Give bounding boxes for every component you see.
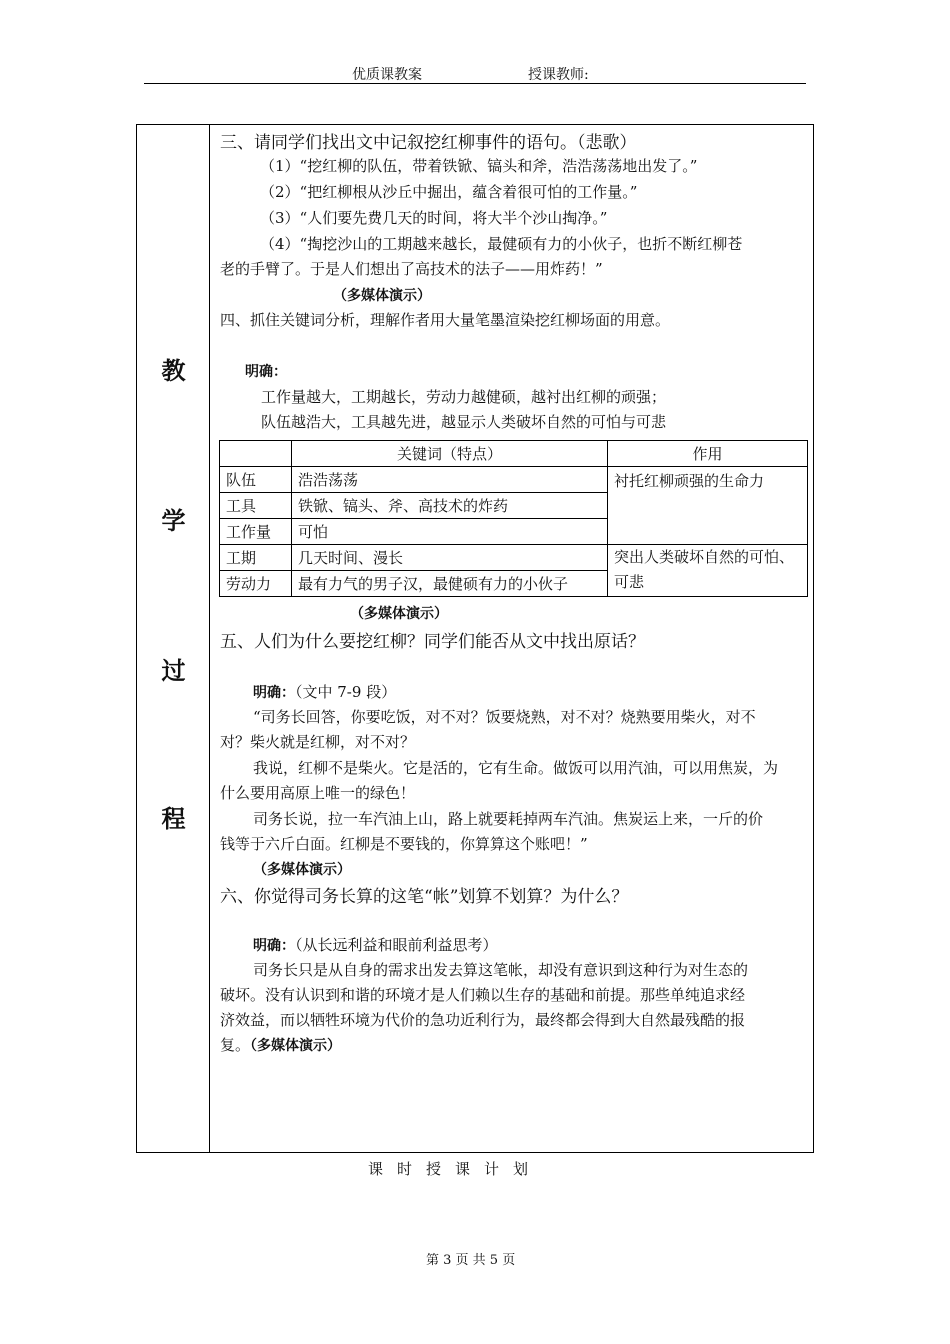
section-5-line: 什么要用高原上唯一的绿色！ <box>220 784 416 802</box>
effect-cell: 衬托红柳顽强的生命力 <box>608 467 808 545</box>
clarify-note: （文中 7-9 段） <box>295 683 397 701</box>
table-row <box>220 467 808 493</box>
row-label: 工具 <box>220 493 292 519</box>
clarify-label: 明确： <box>253 938 295 954</box>
row-keyword: 最有力气的男子汉，最健硕有力的小伙子 <box>292 571 608 597</box>
label-char-cheng: 程 <box>161 805 186 833</box>
effect-cell: 突出人类破坏自然的可怕、可悲 <box>608 545 808 597</box>
multimedia-note: （多媒体演示） <box>250 1038 342 1054</box>
multimedia-note: （多媒体演示） <box>350 606 448 622</box>
multimedia-note: （多媒体演示） <box>253 862 351 878</box>
clarify-label: 明确： <box>245 364 287 380</box>
section-6-line: 司务长只是从自身的需求出发去算这笔帐，却没有意识到这种行为对生态的 <box>253 961 749 979</box>
section-5-line: 司务长说，拉一车汽油上山，路上就要耗掉两车汽油。焦炭运上来，一斤的价 <box>253 810 764 828</box>
section-6-line: 济效益，而以牺牲环境为代价的急功近利行为，最终都会得到大自然最残酷的报 <box>220 1011 746 1029</box>
section-4-title: 四、抓住关键词分析，理解作者用大量笔墨渲染挖红柳场面的用意。 <box>220 311 671 329</box>
section-6-last-line <box>220 1034 341 1055</box>
plan-title: 课时授课计划 <box>368 1160 543 1178</box>
clarify-note: （从长远利益和眼前利益思考） <box>295 936 498 954</box>
row-keyword: 浩浩荡荡 <box>292 467 608 493</box>
section-3-title: 三、请同学们找出文中记叙挖红柳事件的语句。（悲歌） <box>220 133 637 153</box>
clarify-label: 明确： <box>253 685 295 701</box>
row-label: 工期 <box>220 545 292 571</box>
section-6-line: 复。 <box>220 1036 251 1054</box>
section-3-item: （2）“把红柳根从沙丘中掘出，蕴含着很可怕的工作量。” <box>260 183 638 201</box>
section-5-line: 钱等于六斤白面。红柳是不要钱的，你算算这个账吧！” <box>220 835 588 853</box>
section-5-line: “司务长回答，你要吃饭，对不对？饭要烧熟，对不对？烧熟要用柴火，对不 <box>253 708 756 726</box>
page-info: 第 3 页 共 5 页 <box>426 1253 516 1268</box>
row-keyword: 可怕 <box>292 519 608 545</box>
row-label: 队伍 <box>220 467 292 493</box>
keyword-table <box>219 440 808 597</box>
row-label: 劳动力 <box>220 571 292 597</box>
page-header <box>144 64 806 84</box>
table-header-cell: 作用 <box>608 441 808 467</box>
header-teacher-label: 授课教师: <box>528 67 589 83</box>
section-6-line: 破坏。没有认识到和谐的环境才是人们赖以生存的基础和前提。那些单纯追求经 <box>220 986 746 1004</box>
header-title: 优质课教案 <box>352 67 422 83</box>
row-keyword: 几天时间、漫长 <box>292 545 608 571</box>
section-5-clarify <box>253 681 396 702</box>
left-label-column <box>137 125 210 1152</box>
section-4-line: 队伍越浩大，工具越先进，越显示人类破坏自然的可怕与可悲 <box>261 413 667 431</box>
row-label: 工作量 <box>220 519 292 545</box>
multimedia-note: （多媒体演示） <box>333 288 431 304</box>
section-5-line: 对？柴火就是红柳，对不对？ <box>220 733 416 751</box>
table-header-cell: 关键词（特点） <box>292 441 608 467</box>
section-3-item: （3）“人们要先费几天的时间，将大半个沙山掏净。” <box>260 209 608 227</box>
label-char-jiao: 教 <box>161 357 186 385</box>
table-header-cell <box>220 441 292 467</box>
label-char-xue: 学 <box>161 507 186 535</box>
section-4-line: 工作量越大，工期越长，劳动力越健硕，越衬出红柳的顽强； <box>261 388 667 406</box>
section-3-item: 老的手臂了。于是人们想出了高技术的法子——用炸药！” <box>220 260 603 278</box>
section-5-line: 我说，红柳不是柴火。它是活的，它有生命。做饭可以用汽油，可以用焦炭，为 <box>253 759 779 777</box>
lesson-table <box>136 124 814 1153</box>
section-5-title: 五、人们为什么要挖红柳？同学们能否从文中找出原话？ <box>220 632 645 652</box>
label-char-guo: 过 <box>161 657 186 685</box>
section-3-item: （4）“掏挖沙山的工期越来越长，最健硕有力的小伙子，也折不断红柳苍 <box>260 235 743 253</box>
section-6-title: 六、你觉得司务长算的这笔“帐”划算不划算？为什么？ <box>220 887 629 907</box>
row-keyword: 铁锨、镐头、斧、高技术的炸药 <box>292 493 608 519</box>
section-3-item: （1）“挖红柳的队伍，带着铁锨、镐头和斧，浩浩荡荡地出发了。” <box>260 157 698 175</box>
table-row <box>220 545 808 571</box>
table-header-row <box>220 441 808 467</box>
section-6-clarify <box>253 934 498 955</box>
